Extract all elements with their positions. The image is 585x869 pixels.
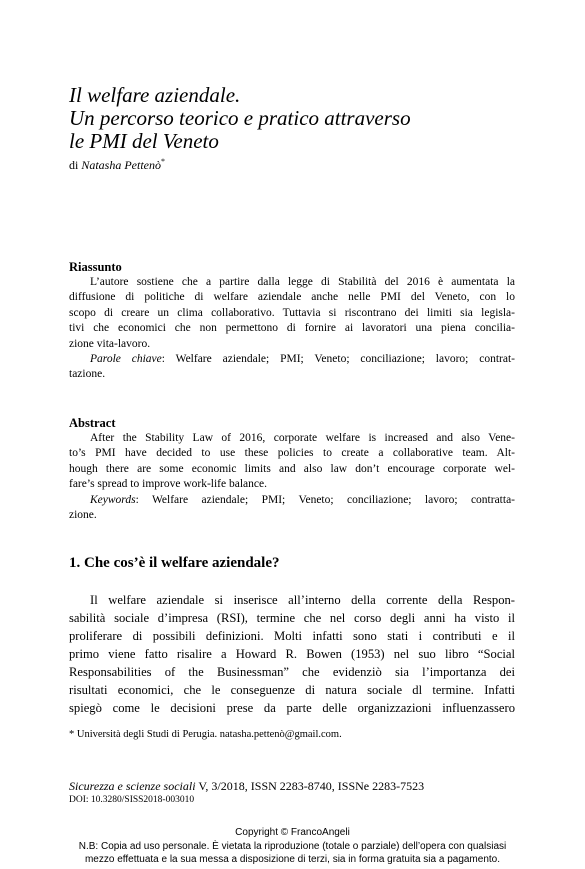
copyright-line-3: mezzo effettuata e la sua messa a disposizione di terzi, sia in forma gratuita sia a pagamento. [84, 854, 501, 865]
body-line: Il welfare aziendale si inserisce all’interno della corrente della Respon- [90, 593, 515, 607]
abstract-keywords-text: : Welfare aziendale; PMI; Veneto; conciliazione; lavoro; contratta- [135, 493, 515, 506]
body-line: spiegò come le decisioni prese da parte delle organizzazioni influenzassero [69, 701, 515, 715]
abstract-keywords [69, 493, 515, 508]
doi: DOI: 10.3280/SISS2018-003010 [69, 795, 195, 805]
riassunto-line: diffusione di politiche di welfare aziendale anche nelle PMI del Veneto, con lo [69, 291, 515, 304]
abstract-line: fare’s spread to improve work-life balance. [69, 478, 267, 491]
body-line: risultati economici, che le conseguenze di natura sociale dl termine. Infatti [69, 683, 515, 697]
riassunto-line: scopo di creare un clima collaborativo. Tuttavia si riscontrano dei limiti sia legisla- [69, 306, 515, 319]
riassunto-keywords-cont: tazione. [69, 368, 106, 381]
body-line: sabilità sociale d’impresa (RSI), termine che nel corso degli anni ha visto il [69, 611, 515, 625]
section-1-heading: 1. Che cos’è il welfare aziendale? [69, 555, 280, 571]
riassunto-keywords [69, 352, 515, 367]
title-line-2: Un percorso teorico e pratico attraverso [69, 106, 411, 130]
riassunto-line: tivi che economici che non permettono di fornire ai lavoratori una piena concilia- [69, 322, 515, 335]
body-line: primo viene fatto risalire a Howard R. Bowen (1953) nel suo libro “Social [69, 647, 515, 661]
author-footnote-mark: * [161, 157, 166, 166]
abstract-line: After the Stability Law of 2016, corporate welfare is increased and also Vene- [90, 432, 515, 444]
copyright-line-1: Copyright © FrancoAngeli [235, 827, 350, 838]
riassunto-paragraph [69, 275, 515, 383]
abstract-line: hough there are some economic limits and also law don’t encourage corporate wel- [69, 462, 515, 475]
abstract-keywords-cont: zione. [69, 509, 97, 522]
section-1-body [69, 591, 515, 717]
body-line: Responsabilities of the Businessman” che evidenziò sia l’importanza dei [69, 665, 515, 679]
journal-info [69, 779, 424, 794]
author-prefix: di [69, 158, 79, 172]
title-line-3: le PMI del Veneto [69, 129, 219, 153]
riassunto-line: L’autore sostiene che a partire dalla legge di Stabilità del 2016 è aumentata la [90, 276, 515, 288]
riassunto-line: zione vita-lavoro. [69, 337, 151, 350]
author-line [69, 154, 165, 173]
journal-details: V, 3/2018, ISSN 2283-8740, ISSNe 2283-7523 [195, 779, 425, 793]
title-line-1: Il welfare aziendale. [69, 83, 241, 107]
journal-title: Sicurezza e scienze sociali [69, 779, 196, 793]
riassunto-section [69, 259, 515, 383]
abstract-section [69, 415, 515, 523]
riassunto-heading: Riassunto [69, 260, 122, 274]
riassunto-keywords-text: : Welfare aziendale; PMI; Veneto; conciliazione; lavoro; contrat- [161, 353, 515, 366]
abstract-line: to’s PMI have decided to use these policies to create a collaborative team. Alt- [69, 447, 515, 460]
abstract-heading: Abstract [69, 416, 116, 430]
footnote: * Università degli Studi di Perugia. natasha.pettenò@gmail.com. [69, 729, 342, 740]
abstract-paragraph [69, 431, 515, 523]
body-line: proliferare di possibili definizioni. Molti infatti sono stati i contributi e il [69, 629, 515, 643]
riassunto-keywords-label: Parole chiave [90, 353, 162, 366]
copyright-line-2: N.B: Copia ad uso personale. È vietata la riproduzione (totale o parziale) dell’opera con qualsiasi [78, 840, 507, 852]
copyright-notice [0, 826, 585, 867]
paper-title [69, 84, 539, 153]
author-name: Natasha Pettenò [81, 158, 162, 172]
abstract-keywords-label: Keywords [90, 493, 136, 506]
